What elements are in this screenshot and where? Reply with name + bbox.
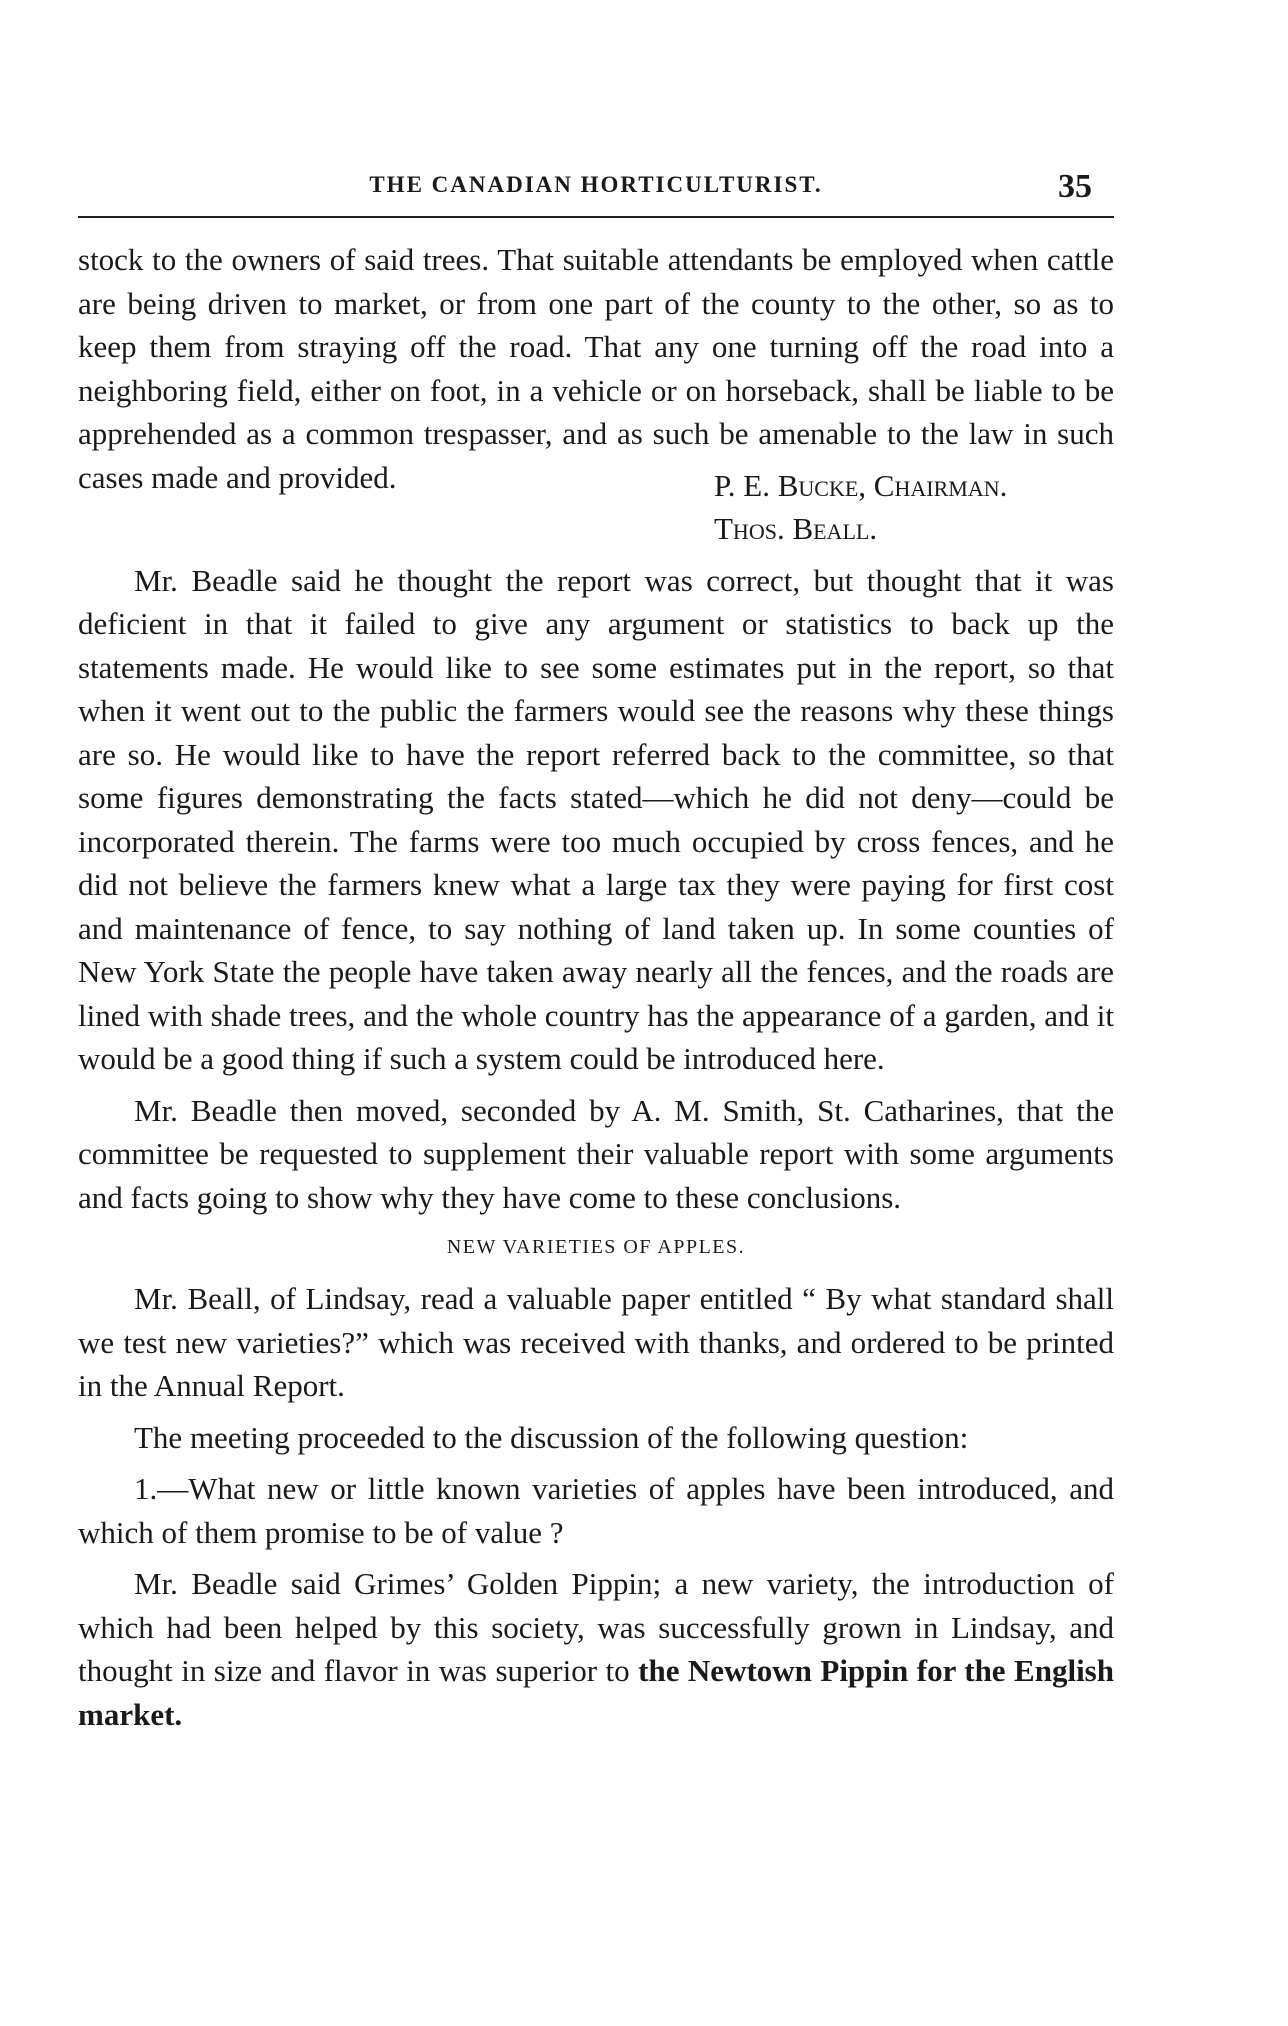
page-number: 35 xyxy=(1058,168,1092,205)
body-text xyxy=(78,238,1114,1744)
section-heading: NEW VARIETIES OF APPLES. xyxy=(446,1236,746,1258)
grimes-text: Mr. Beadle said Grimes’ Golden Pippin; a new variety, the introduction of which had been helped by this society, was successfully grown in Lindsay, and thought in size and flavor in was superior to xyxy=(78,1566,1114,1688)
beall-paper-paragraph: Mr. Beall, of Lindsay, read a valuable paper entitled “ By what standard shall we test new varieties?” which was received with thanks, and ordered to be printed in the Annual Report. xyxy=(78,1281,1114,1403)
report-continued-paragraph: stock to the owners of said trees. That suitable attendants be employed when cattle are being driven to market, or from one part of the county to the other, so as to keep them from straying off the road. That any one turning off the road into a neighboring field, either on foot, in a vehicle or on horseback, shall be liable to be apprehended as a common trespasser, and as such be amenable to the law in such cases made and provided. xyxy=(78,242,1114,495)
running-head xyxy=(78,168,1114,208)
grimes-text-end: the Newtown Pippin for the English market. xyxy=(78,1653,1114,1732)
running-title: THE CANADIAN HORTICULTURIST. xyxy=(369,172,823,197)
grimes-paragraph xyxy=(78,1562,1114,1736)
question-paragraph: 1.—What new or little known varieties of apples have been introduced, and which of them promise to be of value ? xyxy=(78,1471,1114,1550)
signature-member: Thos. Beall. xyxy=(714,511,878,546)
header-rule xyxy=(78,216,1114,218)
beadle-motion-paragraph: Mr. Beadle then moved, seconded by A. M. Smith, St. Catharines, that the committee be requested to supplement their valuable report with some arguments and facts going to show why they have come to these conclusions. xyxy=(78,1092,1114,1215)
signature-chairman: P. E. Bucke, Chairman. xyxy=(714,467,1008,503)
beadle-remarks-paragraph: Mr. Beadle said he thought the report was correct, but thought that it was deficient in that it failed to give any argument or statistics to back up the statements made. He would like to see some estimates put in the report, so that when it went out to the public the farmers would see the reasons why these things are so. He would like to have the report referred back to the committee, so that some figures demonstrating the facts stated—which he did not deny—could be incorporated therein. The farms were too much occupied by cross fences, and he did not believe the farmers knew what a large tax they were paying for first cost and maintenance of fence, to say nothing of land taken up. In some counties of New York State the people have taken away nearly all the fences, and the roads are lined with shade trees, and the whole country has the appearance of a garden, and it would be a good thing if such a system could be introduced here. xyxy=(78,562,1114,1076)
discussion-intro-paragraph: The meeting proceeded to the discussion of the following question: xyxy=(134,1419,969,1455)
